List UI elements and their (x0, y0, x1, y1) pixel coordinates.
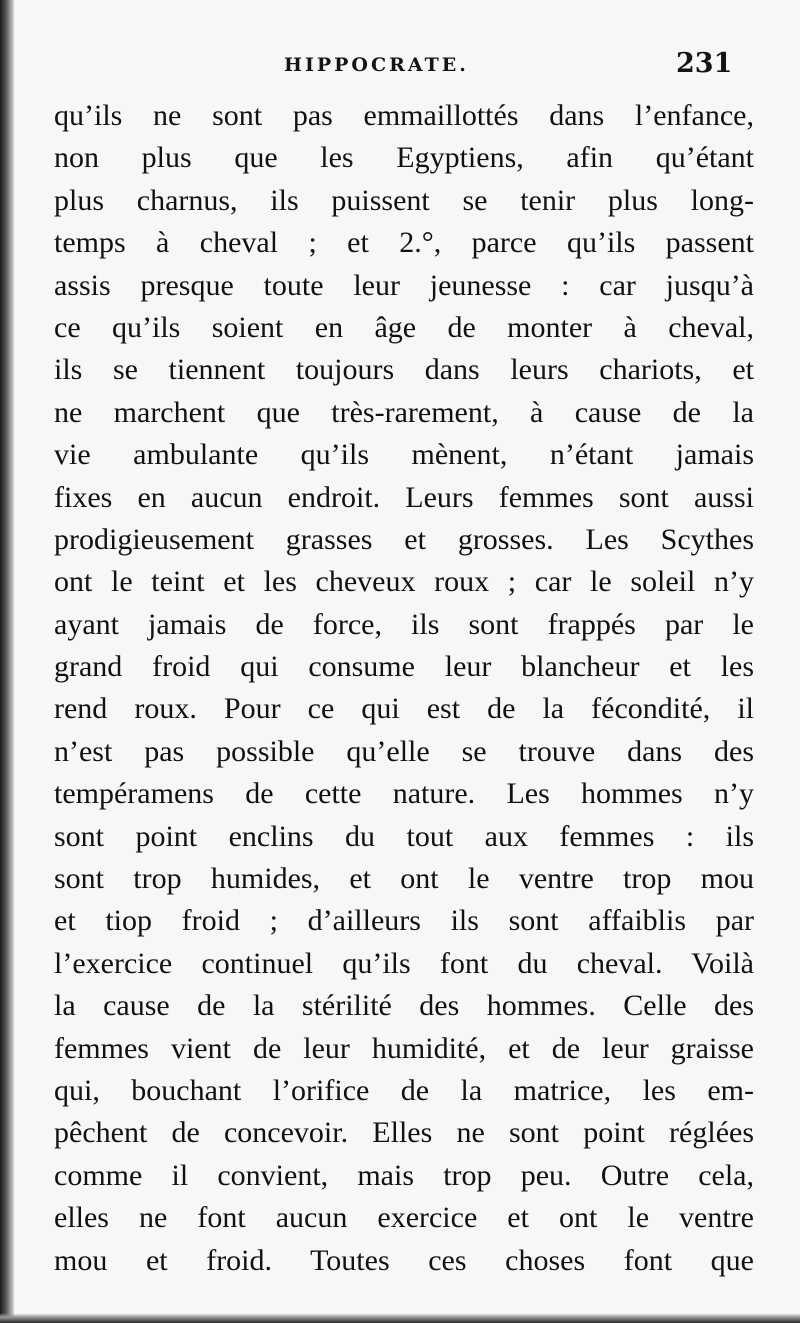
text-line: tempéramens de cette nature. Les hommes n’y (54, 777, 754, 811)
text-line: l’exercice continuel qu’ils font du cheval. Voilà (54, 946, 754, 980)
running-head (14, 48, 800, 78)
text-line: temps à cheval ; et 2.°, parce qu’ils passent (54, 226, 754, 260)
text-line: n’est pas possible qu’elle se trouve dans des (54, 734, 754, 768)
text-line: femmes vient de leur humidité, et de leur graisse (54, 1031, 754, 1065)
body-text (54, 95, 754, 1282)
scan-edge-left (0, 0, 14, 1323)
text-line: ils se tiennent toujours dans leurs chariots, et (54, 353, 754, 387)
text-line: rend roux. Pour ce qui est de la fécondité, il (54, 692, 754, 726)
text-line: et tiop froid ; d’ailleurs ils sont affaiblis par (54, 904, 754, 938)
scan-edge-bottom (0, 1313, 800, 1323)
text-line: assis presque toute leur jeunesse : car jusqu’à (54, 268, 754, 302)
running-title: HIPPOCRATE. (284, 54, 469, 76)
text-line: comme il convient, mais trop peu. Outre cela, (54, 1158, 754, 1192)
text-line: ont le teint et les cheveux roux ; car le soleil n’y (54, 565, 754, 599)
text-line: mou et froid. Toutes ces choses font que (54, 1243, 754, 1277)
text-line: qui, bouchant l’orifice de la matrice, les em- (54, 1073, 754, 1107)
text-line: plus charnus, ils puissent se tenir plus long- (54, 183, 754, 217)
text-line: ce qu’ils soient en âge de monter à cheval, (54, 310, 754, 344)
page-number: 231 (676, 48, 733, 79)
text-line: sont trop humides, et ont le ventre trop mou (54, 862, 754, 896)
text-line: grand froid qui consume leur blancheur et les (54, 650, 754, 684)
text-line: qu’ils ne sont pas emmaillottés dans l’enfance, (54, 99, 754, 132)
text-line: la cause de la stérilité des hommes. Celle des (54, 989, 754, 1023)
book-page (14, 0, 800, 1313)
text-line: fixes en aucun endroit. Leurs femmes sont aussi (54, 480, 754, 514)
text-line: vie ambulante qu’ils mènent, n’étant jamais (54, 438, 754, 472)
text-line: ayant jamais de force, ils sont frappés par le (54, 607, 754, 641)
text-line: prodigieusement grasses et grosses. Les Scythes (54, 522, 754, 556)
text-line: elles ne font aucun exercice et ont le ventre (54, 1201, 754, 1235)
text-line: sont point enclins du tout aux femmes : ils (54, 819, 754, 853)
text-line: pêchent de concevoir. Elles ne sont point réglées (54, 1116, 754, 1150)
text-line: non plus que les Egyptiens, afin qu’étant (54, 141, 754, 175)
text-line: ne marchent que très-rarement, à cause de la (54, 395, 754, 429)
